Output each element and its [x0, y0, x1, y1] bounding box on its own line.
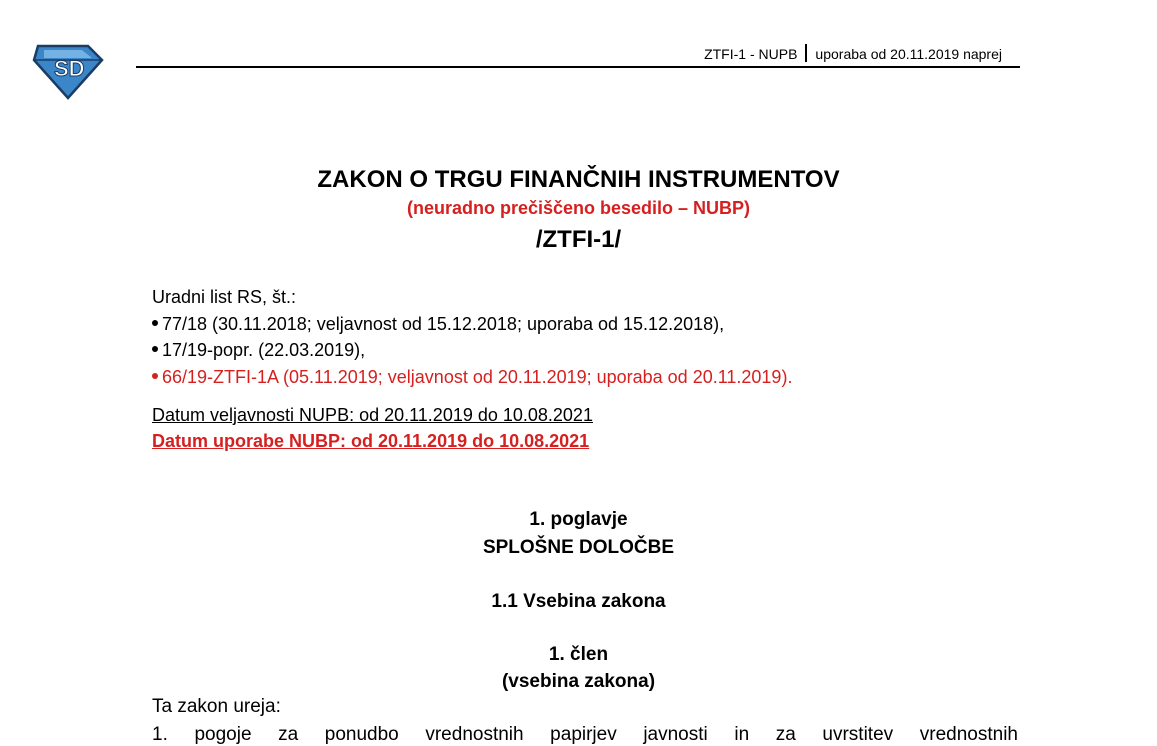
- article-item: 1. pogoje za ponudbo vrednostnih papirjev javnosti in za uvrstitev vrednostnih: [152, 724, 1018, 745]
- bullet-icon: [152, 373, 158, 379]
- page-header: [136, 44, 1020, 68]
- article-intro: Ta zakon ureja:: [152, 696, 281, 717]
- article-title: (vsebina zakona): [501, 671, 656, 692]
- bullet-icon: [152, 320, 158, 326]
- gazette-label: Uradni list RS, št.:: [152, 287, 297, 307]
- chapter-title: SPLOŠNE DOLOČBE: [482, 537, 675, 558]
- document-abbreviation: /ZTFI-1/: [535, 226, 622, 253]
- usage-date-line: Datum uporabe NUBP: od 20.11.2019 do 10.08.2021: [152, 431, 590, 451]
- validity-date-line: Datum veljavnosti NUPB: od 20.11.2019 do 10.08.2021: [152, 405, 593, 425]
- validity-dates: [152, 402, 593, 454]
- gazette-item: 77/18 (30.11.2018; veljavnost od 15.12.2018; uporaba od 15.12.2018),: [152, 311, 792, 338]
- header-doc-code: ZTFI-1 - NUPB: [704, 46, 798, 62]
- document-subtitle: (neuradno prečiščeno besedilo – NUBP): [406, 198, 751, 218]
- header-separator: [805, 44, 807, 62]
- gazette-references: [152, 284, 792, 390]
- logo: [30, 40, 106, 100]
- header-usage: uporaba od 20.11.2019 naprej: [815, 46, 1002, 62]
- document-title: ZAKON O TRGU FINANČNIH INSTRUMENTOV: [317, 166, 840, 193]
- logo-initials: SD: [54, 56, 85, 81]
- chapter-number: 1. poglavje: [529, 509, 628, 530]
- section-title: 1.1 Vsebina zakona: [491, 591, 666, 612]
- bullet-icon: [152, 346, 158, 352]
- gazette-item-latest: 66/19-ZTFI-1A (05.11.2019; veljavnost od 20.11.2019; uporaba od 20.11.2019).: [152, 364, 792, 391]
- article-number: 1. člen: [548, 644, 609, 665]
- gazette-item: 17/19-popr. (22.03.2019),: [152, 337, 792, 364]
